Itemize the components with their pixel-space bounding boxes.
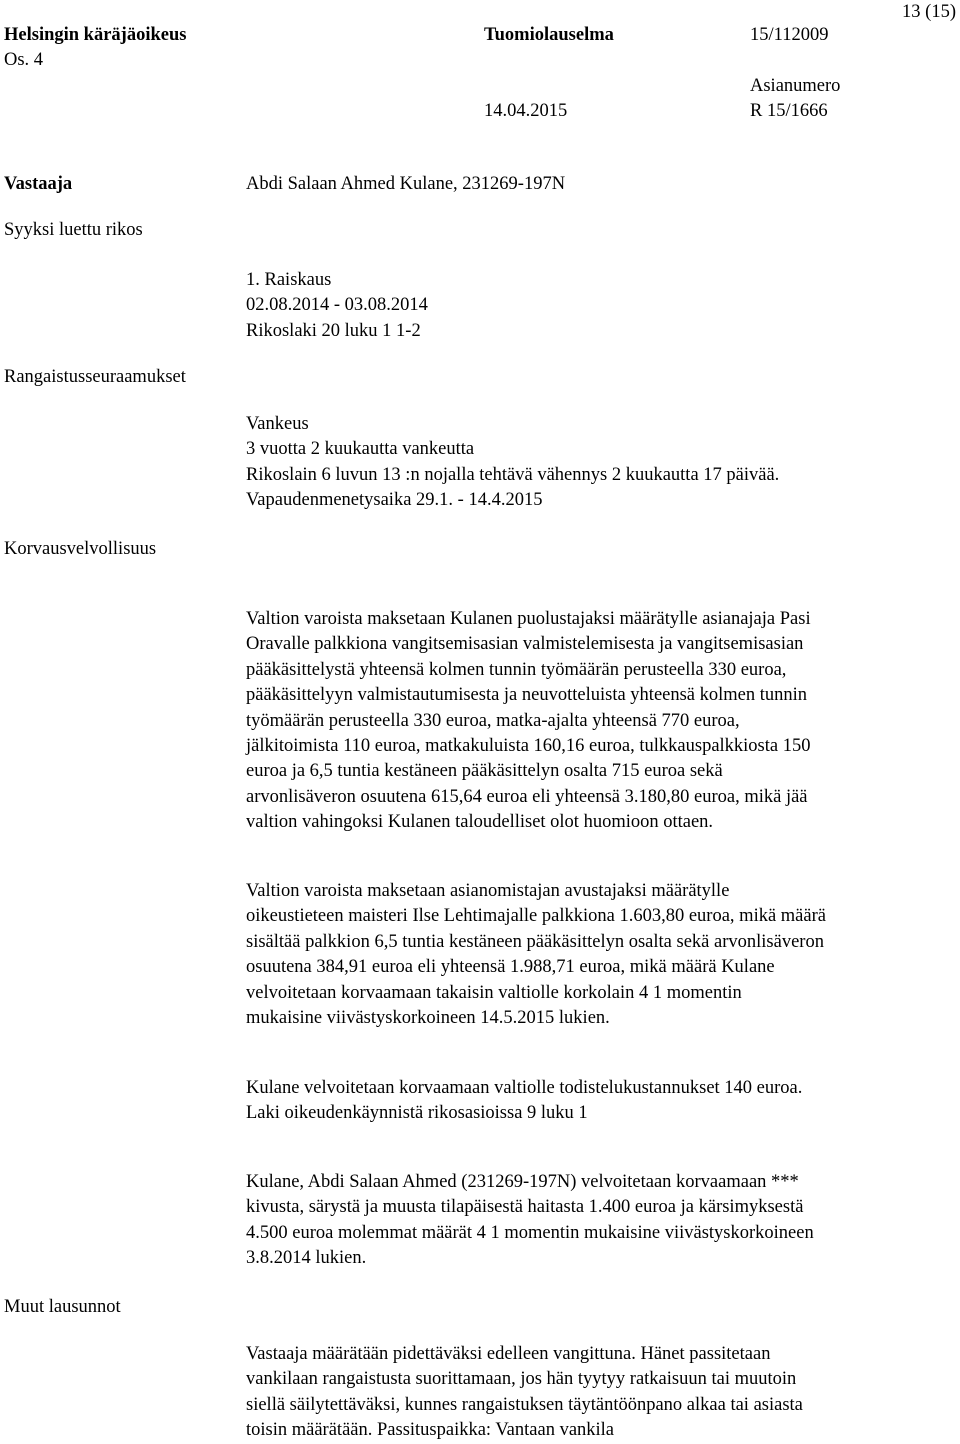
paragraph-line: pääkäsittelyyn valmistautumisesta ja neuvotteluista yhteensä kolmen tunnin xyxy=(246,685,808,706)
department: Os. 4 xyxy=(4,50,44,70)
paragraph-line: Valtion varoista maksetaan asianomistajan avustajaksi määrätylle xyxy=(246,881,730,901)
label-charged-offence: Syyksi luettu rikos xyxy=(4,220,143,240)
offence-block xyxy=(246,268,956,344)
paragraph-line: toisin määrätään. Passituspaikka: Vantaan vankila xyxy=(246,1420,615,1441)
paragraph-line: Laki oikeudenkäynnistä rikosasioissa 9 luku 1 xyxy=(246,1103,588,1124)
sanction-line: Vapaudenmenetysaika 29.1. - 14.4.2015 xyxy=(246,490,543,511)
paragraph-line: 3.8.2014 lukien. xyxy=(246,1248,367,1269)
sanction-line: Vankeus xyxy=(246,414,309,434)
case-number: R 15/1666 xyxy=(750,101,828,121)
defence-counsel-fee-paragraph xyxy=(246,607,956,836)
offence-line: 02.08.2014 - 03.08.2014 xyxy=(246,295,428,316)
document-date: 14.04.2015 xyxy=(484,101,568,121)
offence-line: Rikoslaki 20 luku 1 1-2 xyxy=(246,320,421,341)
paragraph-line: Vastaaja määrätään pidettäväksi edelleen vangittuna. Hänet passitetaan xyxy=(246,1344,771,1364)
paragraph-line: valtion vahingoksi Kulanen taloudelliset olot huomioon ottaen. xyxy=(246,812,714,833)
paragraph-line: kivusta, särystä ja muusta tilapäisestä haitasta 1.400 euroa ja kärsimyksestä xyxy=(246,1197,804,1218)
sanction-line: Rikoslain 6 luvun 13 :n nojalla tehtävä vähennys 2 kuukautta 17 päivää. xyxy=(246,464,780,485)
custody-paragraph xyxy=(246,1342,956,1444)
paragraph-line: osuutena 384,91 euroa eli yhteensä 1.988,71 euroa, mikä määrä Kulane xyxy=(246,957,775,978)
document-number: 15/112009 xyxy=(750,25,829,45)
label-other-statements: Muut lausunnot xyxy=(4,1297,121,1317)
offence-line: 1. Raiskaus xyxy=(246,270,332,290)
label-liability: Korvausvelvollisuus xyxy=(4,539,157,559)
defendant-name: Abdi Salaan Ahmed Kulane, 231269-197N xyxy=(246,174,566,194)
sanction-line: 3 vuotta 2 kuukautta vankeutta xyxy=(246,439,475,460)
paragraph-line: arvonlisäveron osuutena 615,64 euroa eli yhteensä 3.180,80 euroa, mikä jää xyxy=(246,786,808,807)
paragraph-line: sisältää palkkion 6,5 tuntia kestäneen pääkäsittelyn osalta sekä arvonlisäveron xyxy=(246,931,824,952)
paragraph-line: työmäärän perusteella 330 euroa, matka-ajalta yhteensä 770 euroa, xyxy=(246,710,740,731)
paragraph-line: velvoitetaan korvaamaan takaisin valtiolle korkolain 4 1 momentin xyxy=(246,982,742,1003)
sanction-block xyxy=(246,412,956,514)
paragraph-line: pääkäsittelystä yhteensä kolmen tunnin työmäärän perusteella 330 euroa, xyxy=(246,659,787,680)
paragraph-line: vankilaan rangaistusta suorittamaan, jos hän tyytyy ratkaisuun tai muutoin xyxy=(246,1369,797,1390)
paragraph-line: euroa ja 6,5 tuntia kestäneen pääkäsittelyn osalta 715 euroa sekä xyxy=(246,761,723,782)
paragraph-line: Kulane, Abdi Salaan Ahmed (231269-197N) velvoitetaan korvaamaan *** xyxy=(246,1172,799,1192)
court-name: Helsingin käräjäoikeus xyxy=(4,25,187,45)
label-sanctions: Rangaistusseuraamukset xyxy=(4,367,186,387)
case-number-label: Asianumero xyxy=(750,76,841,96)
paragraph-line: Oravalle palkkiona vangitsemisasian valmistelemisesta ja vangitsemisasian xyxy=(246,634,804,655)
paragraph-line: mukaisine viivästyskorkoineen 14.5.2015 lukien. xyxy=(246,1008,610,1029)
paragraph-line: oikeustieteen maisteri Ilse Lehtimajalle palkkiona 1.603,80 euroa, mikä määrä xyxy=(246,906,826,927)
evidence-costs-paragraph xyxy=(246,1076,956,1127)
paragraph-line: jälkitoimista 110 euroa, matkakuluista 160,16 euroa, tulkkauspalkkiosta 150 xyxy=(246,736,811,757)
page-number: 13 (15) xyxy=(902,2,956,22)
paragraph-line: Kulane velvoitetaan korvaamaan valtiolle todistelukustannukset 140 euroa. xyxy=(246,1078,803,1098)
complainant-counsel-fee-paragraph xyxy=(246,879,956,1031)
document-type: Tuomiolauselma xyxy=(484,25,614,45)
paragraph-line: 4.500 euroa molemmat määrät 4 1 momentin mukaisine viivästyskorkoineen xyxy=(246,1222,814,1243)
damages-paragraph xyxy=(246,1170,956,1272)
paragraph-line: siellä säilytettäväksi, kunnes rangaistuksen täytäntöönpano alkaa tai asiasta xyxy=(246,1394,803,1415)
label-defendant: Vastaaja xyxy=(4,174,73,194)
paragraph-line: Valtion varoista maksetaan Kulanen puolustajaksi määrätylle asianajaja Pasi xyxy=(246,609,811,629)
